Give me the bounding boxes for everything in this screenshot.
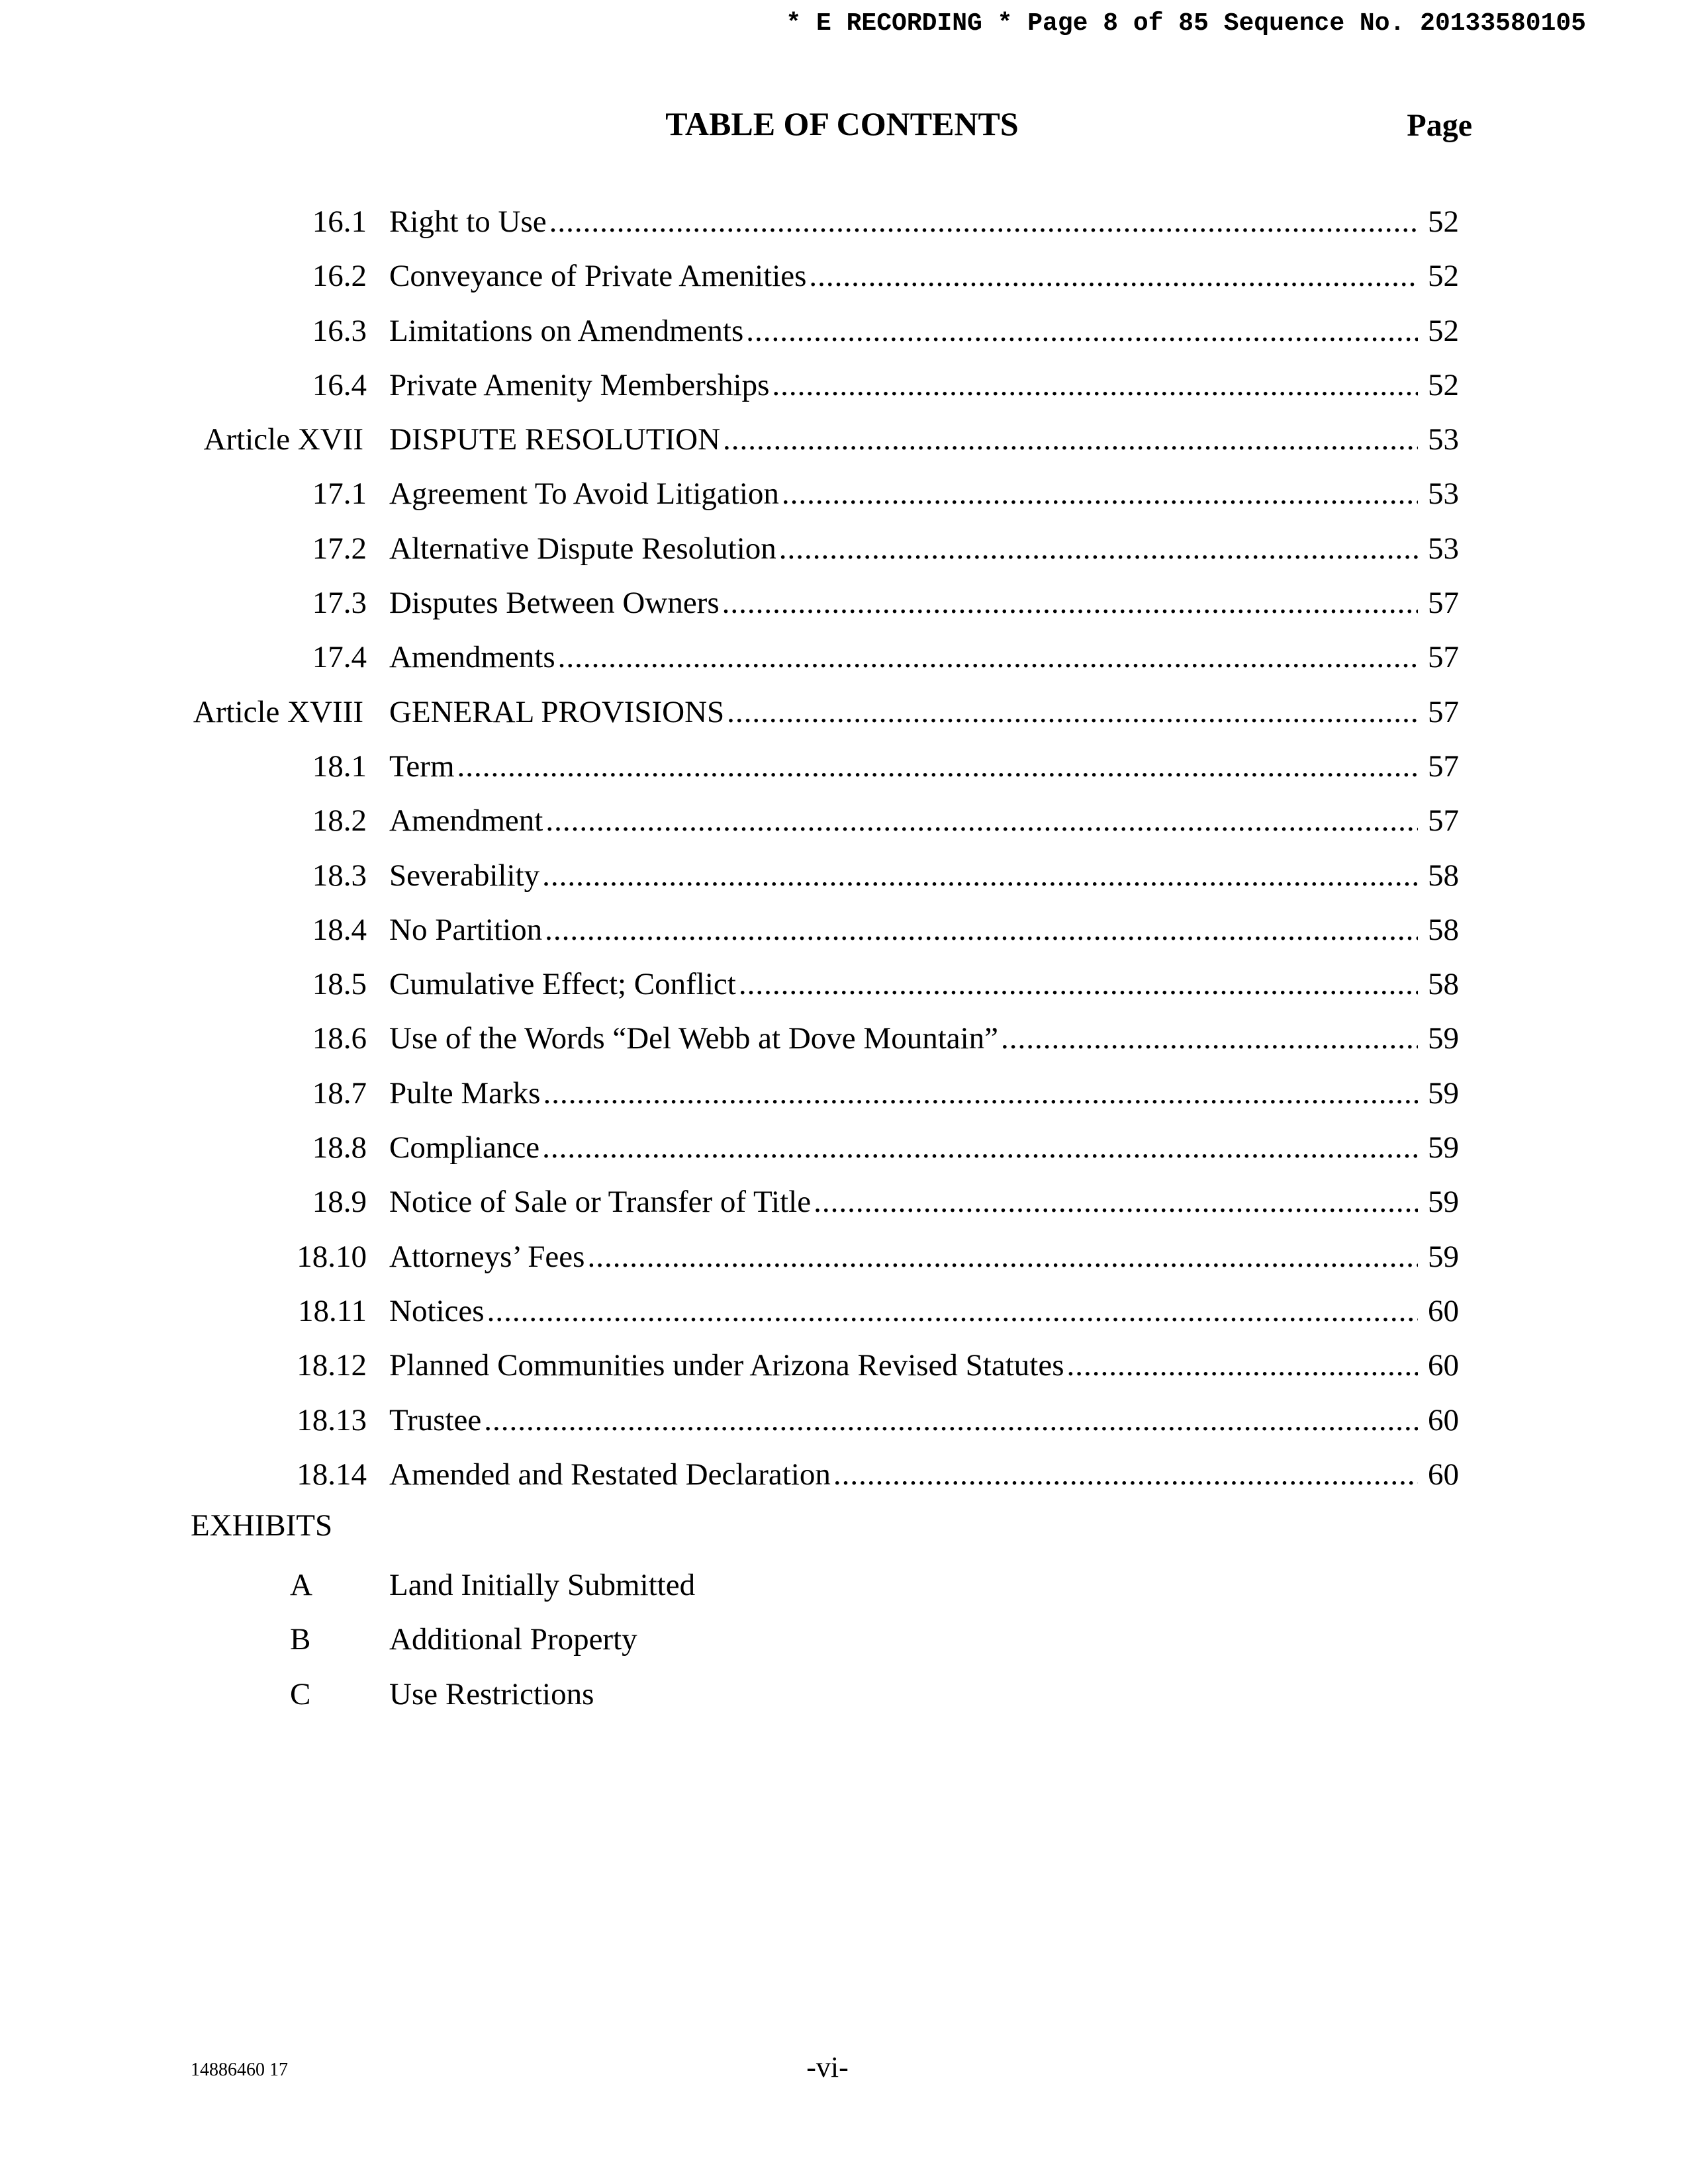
- toc-row: [0, 908, 1684, 962]
- toc-page-number: 52: [1428, 367, 1459, 402]
- document-number: 14886460 17: [191, 2060, 288, 2080]
- toc-page-number: 52: [1428, 259, 1459, 294]
- toc-entry: [389, 1346, 1459, 1385]
- toc-section-title: Compliance: [389, 1130, 540, 1165]
- toc-dot-leader: [487, 1292, 1418, 1330]
- toc-dot-leader: [543, 1074, 1418, 1113]
- toc-dot-leader: [1001, 1019, 1418, 1058]
- toc-section-number: 16.1: [312, 205, 367, 239]
- exhibit-list: [0, 1563, 1684, 1727]
- toc-page-number: 52: [1428, 205, 1459, 239]
- exhibit-row: [0, 1672, 1684, 1727]
- toc-page-number: 58: [1428, 912, 1459, 947]
- toc-entry: [389, 965, 1459, 1003]
- toc-section-title: Private Amenity Memberships: [389, 367, 770, 402]
- toc-dot-leader: [457, 747, 1419, 786]
- toc-page-number: 59: [1428, 1130, 1459, 1165]
- toc-section-title: Trustee: [389, 1402, 482, 1437]
- toc-dot-leader: [542, 1128, 1418, 1167]
- toc-section-number: 18.8: [312, 1130, 367, 1165]
- toc-page-number: 58: [1428, 858, 1459, 893]
- toc-page-number: 59: [1428, 1075, 1459, 1111]
- toc-section-title: No Partition: [389, 912, 543, 947]
- toc-row: [0, 418, 1684, 472]
- toc-entry: [389, 856, 1459, 895]
- toc-section-number: 18.14: [297, 1457, 367, 1492]
- toc-entry: [389, 420, 1459, 459]
- toc-entry: [389, 693, 1459, 731]
- page-title: TABLE OF CONTENTS: [665, 105, 1019, 142]
- toc-page-number: 60: [1428, 1402, 1459, 1437]
- toc-page-number: 53: [1428, 422, 1459, 457]
- toc-entry: [389, 1401, 1459, 1439]
- exhibits-heading: EXHIBITS: [191, 1508, 333, 1543]
- toc-section-number: 18.7: [312, 1075, 367, 1111]
- toc-dot-leader: [723, 420, 1418, 459]
- toc-page-number: 53: [1428, 477, 1459, 512]
- exhibit-title: Land Initially Submitted: [389, 1568, 696, 1602]
- toc-entry: [389, 529, 1459, 568]
- toc-dot-leader: [545, 911, 1418, 949]
- toc-section-title: Term: [389, 749, 455, 784]
- toc-section-number: 18.9: [312, 1185, 367, 1220]
- toc-row: [0, 962, 1684, 1017]
- toc-section-number: 18.5: [312, 967, 367, 1002]
- exhibit-letter: C: [290, 1676, 311, 1711]
- toc-section-title: Disputes Between Owners: [389, 586, 720, 621]
- toc-entry: [389, 1019, 1459, 1058]
- toc-dot-leader: [782, 475, 1418, 513]
- toc-entry: [389, 257, 1459, 295]
- toc-dot-leader: [1067, 1346, 1419, 1385]
- toc-row: [0, 309, 1684, 363]
- page-column-label: Page: [1407, 108, 1472, 143]
- toc-section-title: Pulte Marks: [389, 1075, 541, 1111]
- toc-row: [0, 1289, 1684, 1343]
- toc-entry: [389, 1183, 1459, 1221]
- toc-dot-leader: [814, 1183, 1418, 1221]
- toc-dot-leader: [779, 529, 1418, 568]
- toc-entry: [389, 475, 1459, 513]
- toc-section-number: 18.2: [312, 803, 367, 839]
- toc-row: [0, 472, 1684, 526]
- toc-page-number: 57: [1428, 640, 1459, 675]
- toc-dot-leader: [772, 366, 1418, 404]
- toc-row: [0, 1071, 1684, 1126]
- toc-entry: [389, 366, 1459, 404]
- toc-row: [0, 745, 1684, 799]
- toc-dot-leader: [739, 965, 1418, 1003]
- recording-stamp: * E RECORDING * Page 8 of 85 Sequence No. 20133580105: [786, 9, 1586, 38]
- toc-entry: [389, 1074, 1459, 1113]
- toc-page-number: 60: [1428, 1457, 1459, 1492]
- page-number: -vi-: [806, 2051, 849, 2083]
- toc-page-number: 53: [1428, 531, 1459, 566]
- toc-row: [0, 200, 1684, 254]
- exhibit-row: [0, 1563, 1684, 1617]
- toc-section-title: Severability: [389, 858, 540, 893]
- toc-section-number: Article XVIII: [193, 694, 363, 729]
- toc-section-title: Attorneys’ Fees: [389, 1239, 585, 1274]
- toc-section-title: Right to Use: [389, 205, 547, 239]
- toc-row: [0, 1343, 1684, 1398]
- toc-row: [0, 1126, 1684, 1180]
- toc-section-title: Amended and Restated Declaration: [389, 1457, 831, 1492]
- toc-entry: [389, 747, 1459, 786]
- toc-entry: [389, 1238, 1459, 1276]
- toc-section-number: 17.3: [312, 586, 367, 621]
- toc-row: [0, 581, 1684, 635]
- toc-section-number: 18.11: [297, 1293, 367, 1328]
- toc-row: [0, 799, 1684, 853]
- toc-dot-leader: [833, 1455, 1418, 1494]
- toc-page-number: 57: [1428, 694, 1459, 729]
- toc-row: [0, 254, 1684, 308]
- toc-dot-leader: [722, 584, 1418, 622]
- toc-dot-leader: [558, 638, 1418, 676]
- exhibit-title: Use Restrictions: [389, 1676, 594, 1711]
- toc-page-number: 57: [1428, 586, 1459, 621]
- toc-dot-leader: [587, 1238, 1418, 1276]
- toc-section-number: 17.4: [312, 640, 367, 675]
- toc-row: [0, 1398, 1684, 1453]
- toc-list: [0, 200, 1684, 1507]
- toc-section-number: 18.12: [297, 1348, 367, 1383]
- toc-dot-leader: [746, 312, 1418, 350]
- toc-entry: [389, 638, 1459, 676]
- toc-section-title: Notices: [389, 1293, 485, 1328]
- toc-section-title: DISPUTE RESOLUTION: [389, 422, 721, 457]
- toc-dot-leader: [549, 203, 1418, 241]
- toc-section-title: Cumulative Effect; Conflict: [389, 967, 736, 1002]
- toc-row: [0, 1235, 1684, 1289]
- toc-row: [0, 1180, 1684, 1234]
- toc-entry: [389, 203, 1459, 241]
- toc-page-number: 57: [1428, 749, 1459, 784]
- toc-page-number: 60: [1428, 1348, 1459, 1383]
- toc-entry: [389, 1292, 1459, 1330]
- toc-page-number: 57: [1428, 803, 1459, 839]
- toc-section-number: 18.3: [312, 858, 367, 893]
- toc-dot-leader: [727, 693, 1418, 731]
- toc-section-number: 18.10: [297, 1239, 367, 1274]
- toc-section-number: 16.4: [312, 367, 367, 402]
- toc-section-number: 18.6: [312, 1021, 367, 1056]
- exhibit-letter: B: [290, 1622, 311, 1657]
- toc-section-number: 17.1: [312, 477, 367, 512]
- toc-entry: [389, 584, 1459, 622]
- toc-section-title: Conveyance of Private Amenities: [389, 259, 807, 294]
- toc-section-title: Notice of Sale or Transfer of Title: [389, 1185, 812, 1220]
- toc-dot-leader: [809, 257, 1418, 295]
- toc-page-number: 60: [1428, 1293, 1459, 1328]
- toc-row: [0, 1017, 1684, 1071]
- toc-row: [0, 635, 1684, 690]
- toc-entry: [389, 1455, 1459, 1494]
- toc-row: [0, 527, 1684, 581]
- toc-section-title: GENERAL PROVISIONS: [389, 694, 725, 729]
- toc-section-number: 17.2: [312, 531, 367, 566]
- toc-section-number: Article XVII: [203, 422, 363, 457]
- toc-row: [0, 363, 1684, 418]
- toc-section-title: Agreement To Avoid Litigation: [389, 477, 779, 512]
- exhibit-title: Additional Property: [389, 1622, 637, 1657]
- toc-section-title: Alternative Dispute Resolution: [389, 531, 776, 566]
- toc-section-title: Amendment: [389, 803, 543, 839]
- toc-section-number: 16.2: [312, 259, 367, 294]
- toc-page-number: 59: [1428, 1239, 1459, 1274]
- toc-section-number: 16.3: [312, 313, 367, 348]
- toc-entry: [389, 312, 1459, 350]
- toc-dot-leader: [545, 801, 1418, 840]
- toc-section-title: Planned Communities under Arizona Revised Statutes: [389, 1348, 1064, 1383]
- toc-section-number: 18.4: [312, 912, 367, 947]
- toc-entry: [389, 911, 1459, 949]
- toc-section-title: Limitations on Amendments: [389, 313, 744, 348]
- toc-entry: [389, 801, 1459, 840]
- toc-row: [0, 854, 1684, 908]
- toc-row: [0, 690, 1684, 745]
- toc-section-number: 18.13: [297, 1402, 367, 1437]
- toc-page-number: 52: [1428, 313, 1459, 348]
- exhibit-row: [0, 1617, 1684, 1672]
- toc-section-number: 18.1: [312, 749, 367, 784]
- toc-page-number: 58: [1428, 967, 1459, 1002]
- toc-dot-leader: [542, 856, 1418, 895]
- toc-section-title: Amendments: [389, 640, 555, 675]
- toc-page-number: 59: [1428, 1021, 1459, 1056]
- toc-page-number: 59: [1428, 1185, 1459, 1220]
- toc-row: [0, 1453, 1684, 1507]
- exhibit-letter: A: [290, 1568, 312, 1602]
- toc-section-title: Use of the Words “Del Webb at Dove Mountain”: [389, 1021, 999, 1056]
- toc-entry: [389, 1128, 1459, 1167]
- toc-dot-leader: [484, 1401, 1418, 1439]
